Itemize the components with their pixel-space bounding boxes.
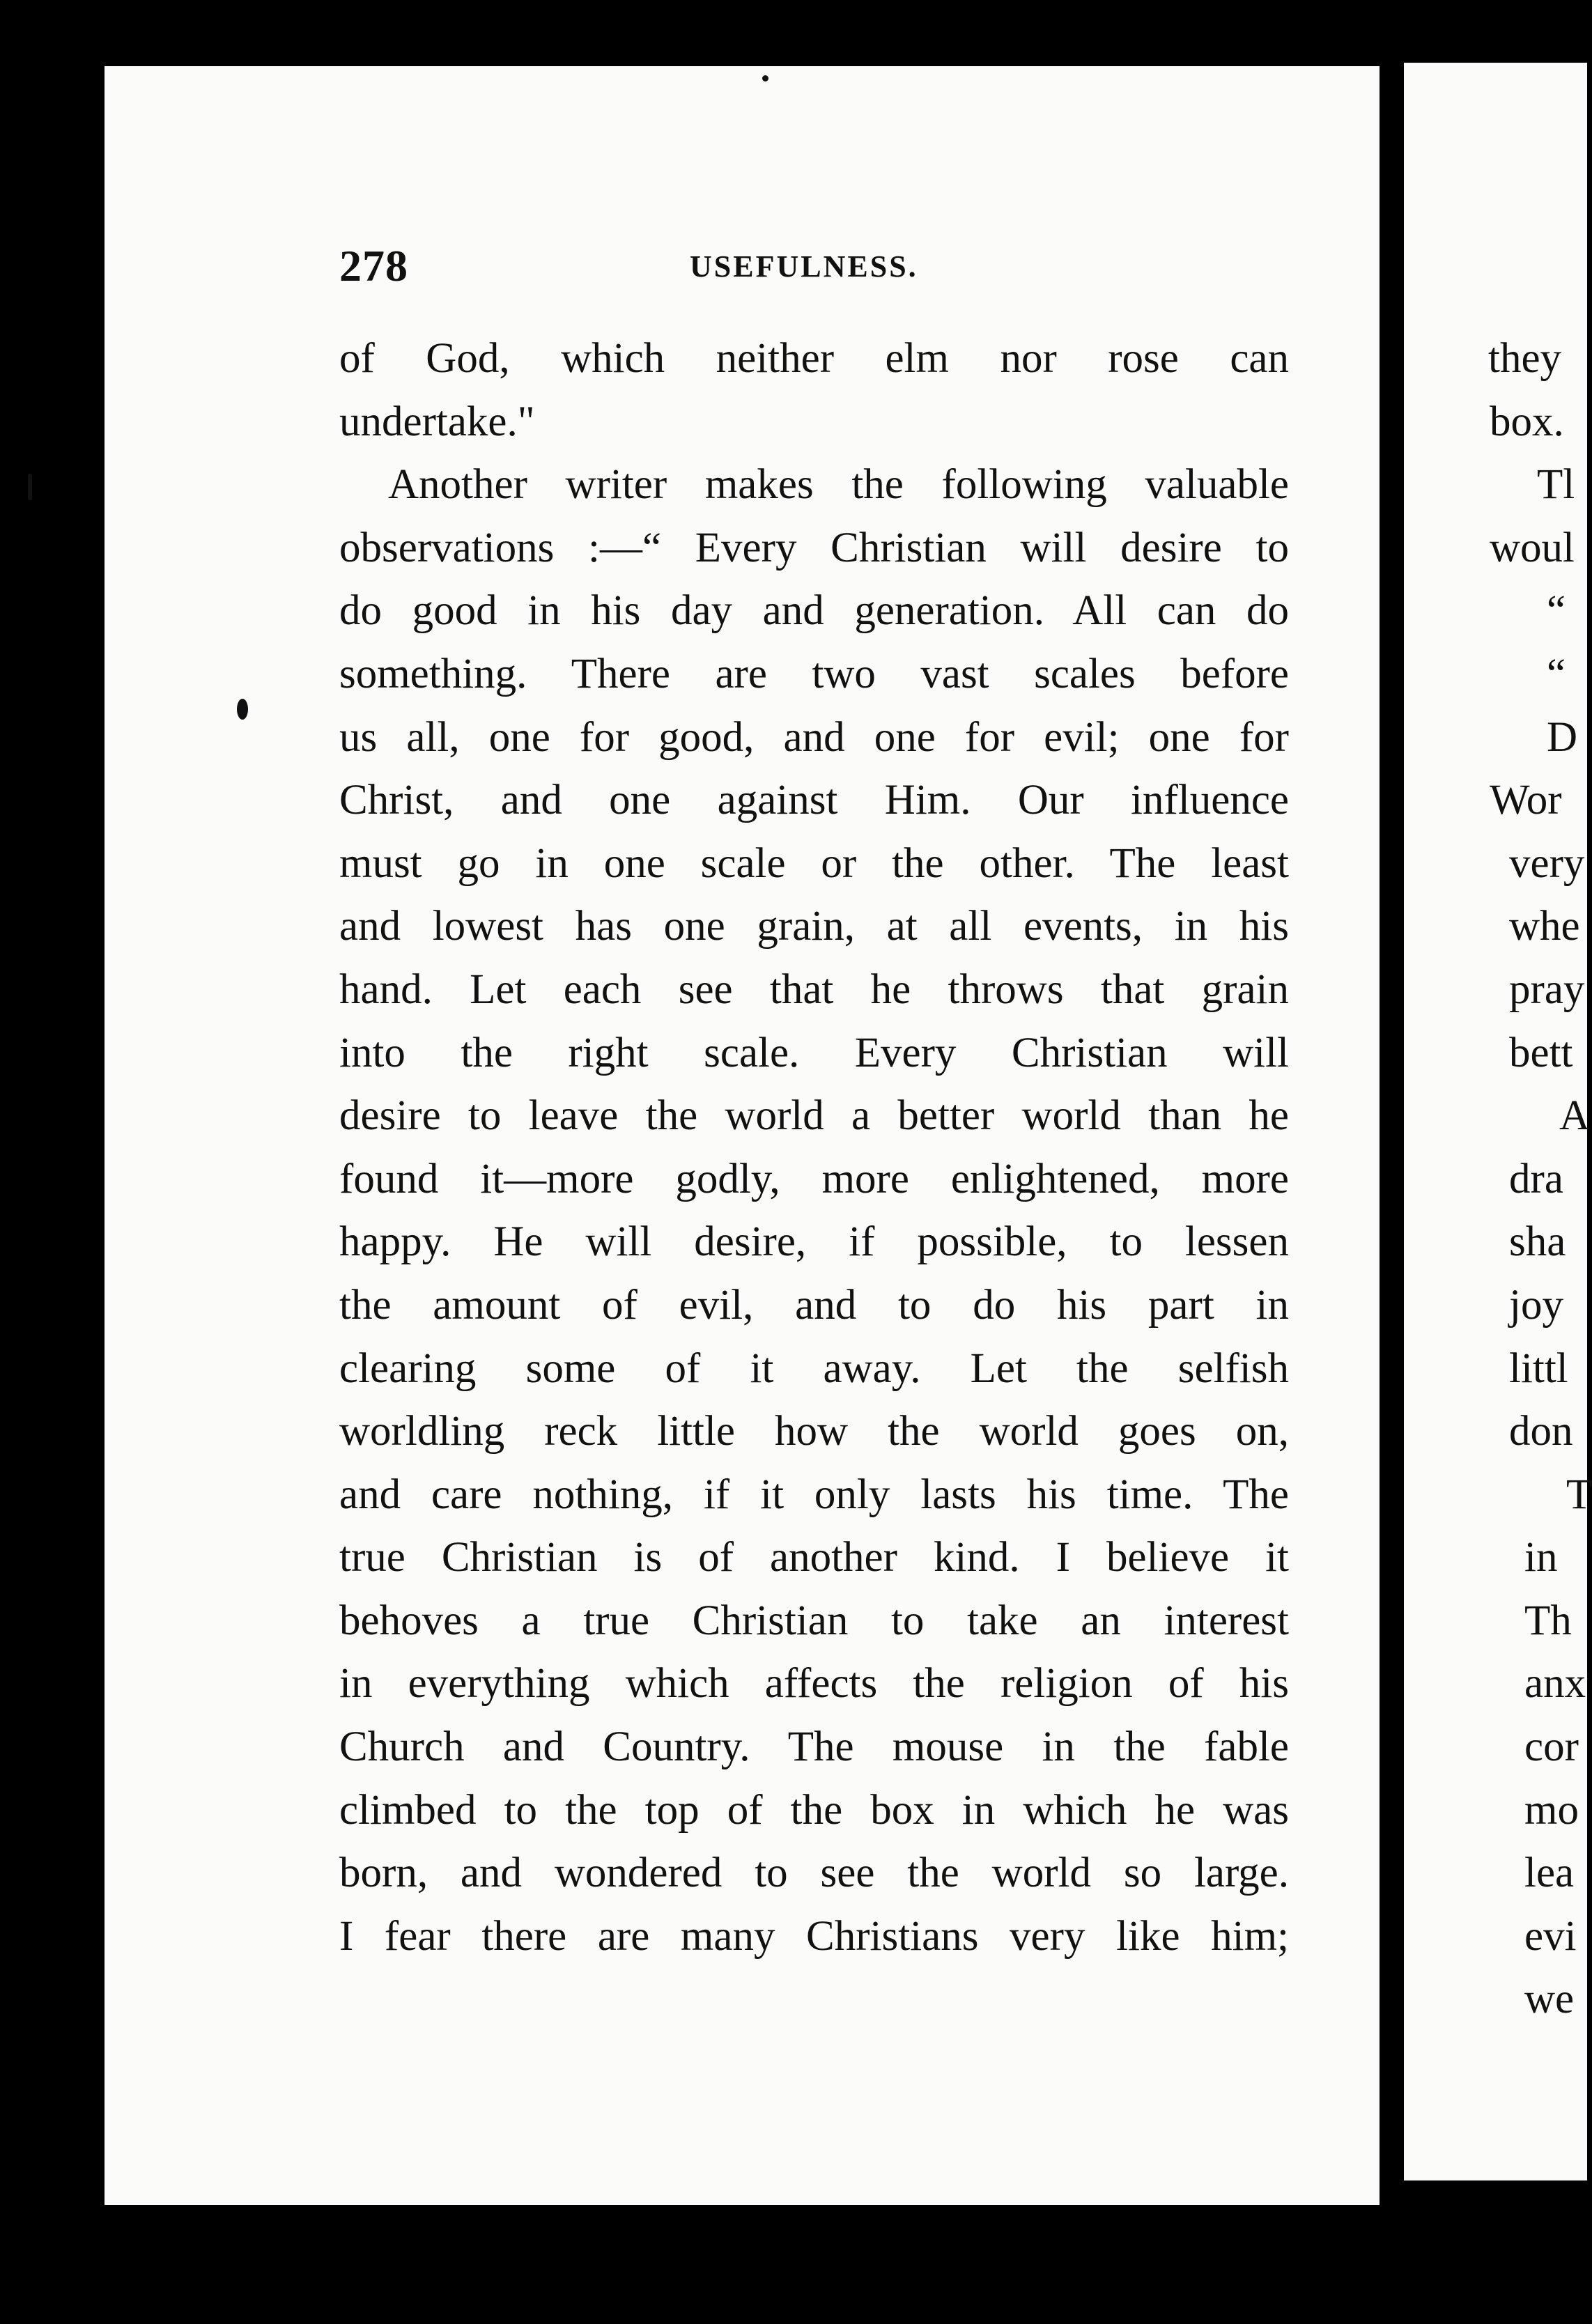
fragment-line: littl	[1509, 1345, 1568, 1392]
body-text	[339, 327, 1289, 1968]
text-line: behoves a true Christian to take an interest	[339, 1597, 1289, 1644]
ink-speck	[28, 474, 32, 500]
ink-speck	[762, 75, 768, 82]
text-line: desire to leave the world a better world than he	[339, 1092, 1289, 1140]
running-title: USEFULNESS.	[690, 249, 918, 284]
text-line: in everything which affects the religion of his	[339, 1660, 1289, 1707]
fragment-line: joy	[1509, 1281, 1563, 1328]
text-line: into the right scale. Every Christian will	[339, 1029, 1289, 1076]
fragment-line: mo	[1524, 1786, 1579, 1834]
text-line: must go in one scale or the other. The least	[339, 839, 1289, 887]
text-line: hand. Let each see that he throws that grain	[339, 966, 1289, 1013]
fragment-line: very	[1509, 839, 1585, 887]
text-line: observations :—“ Every Christian will desire to	[339, 524, 1289, 571]
fragment-line: Tl	[1537, 461, 1575, 509]
fragment-line: whe	[1509, 903, 1580, 950]
fragment-line: “	[1547, 587, 1566, 635]
fragment-line: Th	[1524, 1597, 1572, 1644]
fragment-line: Wor	[1490, 777, 1562, 824]
fragment-line: sha	[1509, 1218, 1566, 1266]
text-line: and lowest has one grain, at all events, in his	[339, 903, 1289, 950]
fragment-line: pray	[1509, 966, 1585, 1013]
page-header	[339, 240, 1290, 289]
text-line: Another writer makes the following valuable	[388, 461, 1289, 509]
fragment-line: cor	[1524, 1723, 1579, 1771]
text-line: of God, which neither elm nor rose can	[339, 335, 1289, 382]
fragment-line: A	[1559, 1092, 1591, 1140]
text-line: us all, one for good, and one for evil; one for	[339, 713, 1289, 761]
fragment-line: don	[1509, 1408, 1573, 1455]
text-line: the amount of evil, and to do his part in	[339, 1281, 1289, 1328]
text-line: and care nothing, if it only lasts his time. The	[339, 1471, 1289, 1518]
right-page-text-fragments	[1490, 327, 1592, 2031]
fragment-line: evi	[1524, 1912, 1577, 1960]
fragment-line: we	[1524, 1976, 1575, 2023]
ink-speck	[237, 699, 248, 720]
text-line: clearing some of it away. Let the selfish	[339, 1345, 1289, 1392]
fragment-line: dra	[1509, 1155, 1563, 1202]
fragment-line: “	[1547, 650, 1566, 697]
fragment-line: box.	[1490, 398, 1564, 445]
text-line: something. There are two vast scales before	[339, 650, 1289, 697]
fragment-line: D	[1547, 713, 1578, 761]
fragment-line: T	[1566, 1471, 1592, 1518]
text-line: I fear there are many Christians very like him;	[339, 1912, 1289, 1960]
text-line: climbed to the top of the box in which he was	[339, 1786, 1289, 1834]
fragment-line: woul	[1490, 524, 1575, 571]
text-line: true Christian is of another kind. I believe it	[339, 1534, 1289, 1581]
fragment-line: bett	[1509, 1029, 1573, 1076]
text-line: worldling reck little how the world goes on,	[339, 1408, 1289, 1455]
text-line: Christ, and one against Him. Our influence	[339, 777, 1289, 824]
text-line: Church and Country. The mouse in the fable	[339, 1723, 1289, 1771]
fragment-line: lea	[1524, 1850, 1575, 1897]
text-line: undertake."	[339, 398, 535, 445]
text-line: happy. He will desire, if possible, to lessen	[339, 1218, 1289, 1266]
text-line: born, and wondered to see the world so large.	[339, 1850, 1289, 1897]
text-line: do good in his day and generation. All can do	[339, 587, 1289, 635]
fragment-line: they	[1488, 335, 1562, 382]
page-number: 278	[339, 241, 408, 290]
fragment-line: anx	[1524, 1660, 1586, 1707]
text-line: found it—more godly, more enlightened, more	[339, 1155, 1289, 1202]
fragment-line: in	[1524, 1534, 1558, 1581]
